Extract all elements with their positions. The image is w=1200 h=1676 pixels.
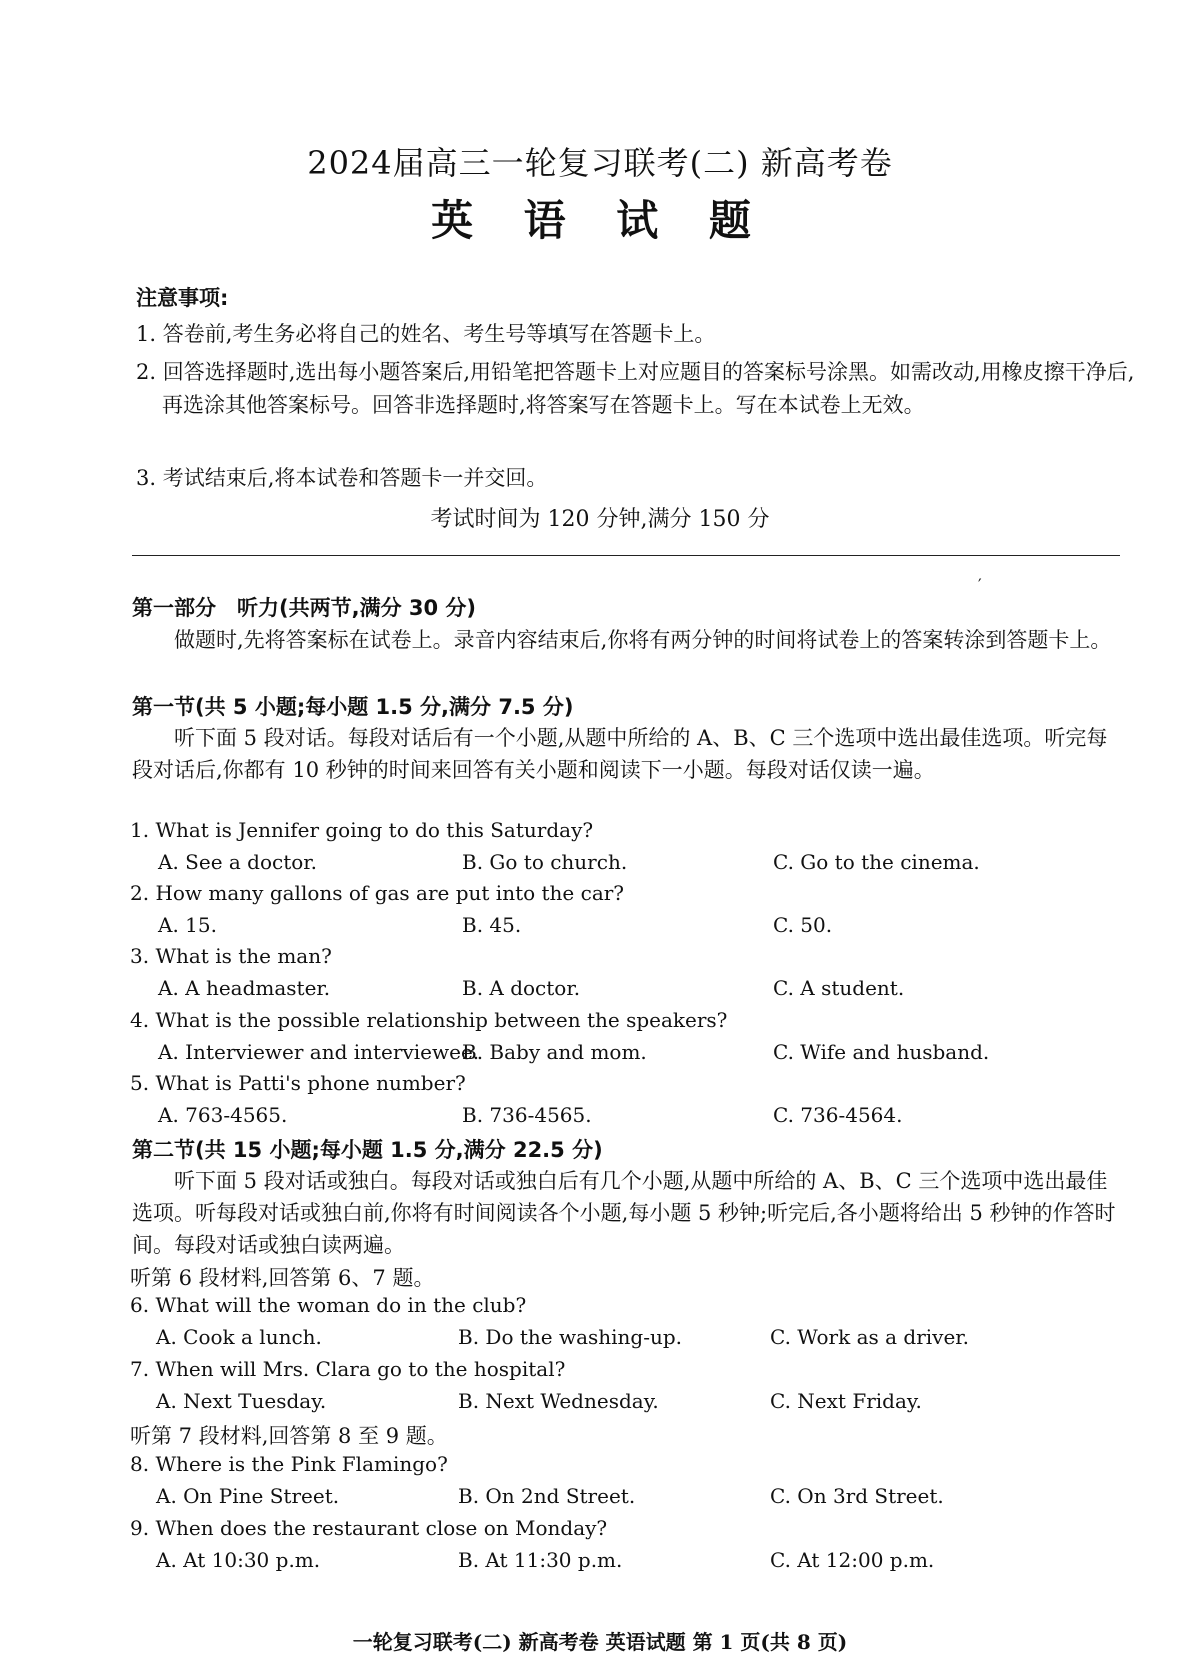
option-a: A. A headmaster. xyxy=(158,976,331,1000)
section1-title: 第一节(共 5 小题;每小题 1.5 分,满分 7.5 分) xyxy=(132,695,574,719)
option-b: B. 736-4565. xyxy=(462,1103,592,1127)
notice-item: 2. 回答选择题时,选出每小题答案后,用铅笔把答题卡上对应题目的答案标号涂黑。如需改动,用橡皮擦干净后,再选涂其他答案标号。回答非选择题时,将答案写在答题卡上。写在本试卷上无效。 xyxy=(136,360,1135,417)
option-c: C. Go to the cinema. xyxy=(773,850,980,874)
section2-title: 第二节(共 15 小题;每小题 1.5 分,满分 22.5 分) xyxy=(132,1138,603,1162)
option-b: B. At 11:30 p.m. xyxy=(458,1548,623,1572)
option-b: B. Next Wednesday. xyxy=(458,1389,659,1413)
option-b: B. On 2nd Street. xyxy=(458,1484,636,1508)
notice-item: 3. 考试结束后,将本试卷和答题卡一并交回。 xyxy=(136,466,548,490)
option-b: B. 45. xyxy=(462,913,522,937)
option-a: A. 15. xyxy=(158,913,217,937)
option-c: C. 50. xyxy=(773,913,833,937)
subject-title: 英 语 试 题 xyxy=(431,196,769,245)
material-7-instruction: 听第 7 段材料,回答第 8 至 9 题。 xyxy=(130,1424,448,1448)
option-a: A. 763-4565. xyxy=(158,1103,288,1127)
part1-intro: 做题时,先将答案标在试卷上。录音内容结束后,你将有两分钟的时间将试卷上的答案转涂到答题卡上。 xyxy=(174,628,1112,652)
option-b: B. Do the washing-up. xyxy=(458,1325,683,1349)
option-c: C. At 12:00 p.m. xyxy=(770,1548,935,1572)
section1-intro: 听下面 5 段对话。每段对话后有一个小题,从题中所给的 A、B、C 三个选项中选出最佳选项。听完每段对话后,你都有 10 秒钟的时间来回答有关小题和阅读下一小题。每段对话仅读一遍。 xyxy=(132,726,1108,782)
option-c: C. Next Friday. xyxy=(770,1389,922,1413)
question-9: 9. When does the restaurant close on Monday? xyxy=(130,1516,608,1540)
option-c: C. Wife and husband. xyxy=(773,1040,990,1064)
pen-mark: ′ xyxy=(978,575,982,594)
option-b: B. Baby and mom. xyxy=(462,1040,647,1064)
option-a: A. Interviewer and interviewee. xyxy=(158,1040,480,1064)
option-b: B. Go to church. xyxy=(462,850,628,874)
option-b: B. A doctor. xyxy=(462,976,581,1000)
part1-title: 第一部分 听力(共两节,满分 30 分) xyxy=(132,596,477,620)
material-6-instruction: 听第 6 段材料,回答第 6、7 题。 xyxy=(130,1266,435,1290)
notice-item: 1. 答卷前,考生务必将自己的姓名、考生号等填写在答题卡上。 xyxy=(136,322,716,346)
option-a: A. On Pine Street. xyxy=(156,1484,340,1508)
option-c: C. Work as a driver. xyxy=(770,1325,970,1349)
exam-title: 2024届高三一轮复习联考(二) 新高考卷 xyxy=(307,144,893,182)
question-7: 7. When will Mrs. Clara go to the hospital? xyxy=(130,1357,566,1381)
question-8: 8. Where is the Pink Flamingo? xyxy=(130,1452,448,1476)
option-c: C. On 3rd Street. xyxy=(770,1484,944,1508)
exam-time: 考试时间为 120 分钟,满分 150 分 xyxy=(430,507,770,532)
option-a: A. See a doctor. xyxy=(158,850,318,874)
question-3: 3. What is the man? xyxy=(130,944,332,968)
option-c: C. 736-4564. xyxy=(773,1103,903,1127)
notice-title: 注意事项: xyxy=(136,286,229,310)
option-a: A. Next Tuesday. xyxy=(156,1389,327,1413)
question-1: 1. What is Jennifer going to do this Saturday? xyxy=(130,818,594,842)
page-footer: 一轮复习联考(二) 新高考卷 英语试题 第 1 页(共 8 页) xyxy=(352,1630,848,1654)
question-4: 4. What is the possible relationship between the speakers? xyxy=(130,1008,728,1032)
option-a: A. At 10:30 p.m. xyxy=(156,1548,321,1572)
divider xyxy=(132,555,1120,556)
option-c: C. A student. xyxy=(773,976,905,1000)
question-6: 6. What will the woman do in the club? xyxy=(130,1293,527,1317)
question-5: 5. What is Patti's phone number? xyxy=(130,1071,466,1095)
option-a: A. Cook a lunch. xyxy=(156,1325,322,1349)
section2-intro: 听下面 5 段对话或独白。每段对话或独白后有几个小题,从题中所给的 A、B、C 三个选项中选出最佳选项。听每段对话或独白前,你将有时间阅读各个小题,每小题 5 秒钟;听完后,各小题将给出 5 秒钟的作答时间。每段对话或独白读两遍。 xyxy=(132,1169,1116,1257)
question-2: 2. How many gallons of gas are put into the car? xyxy=(130,881,625,905)
